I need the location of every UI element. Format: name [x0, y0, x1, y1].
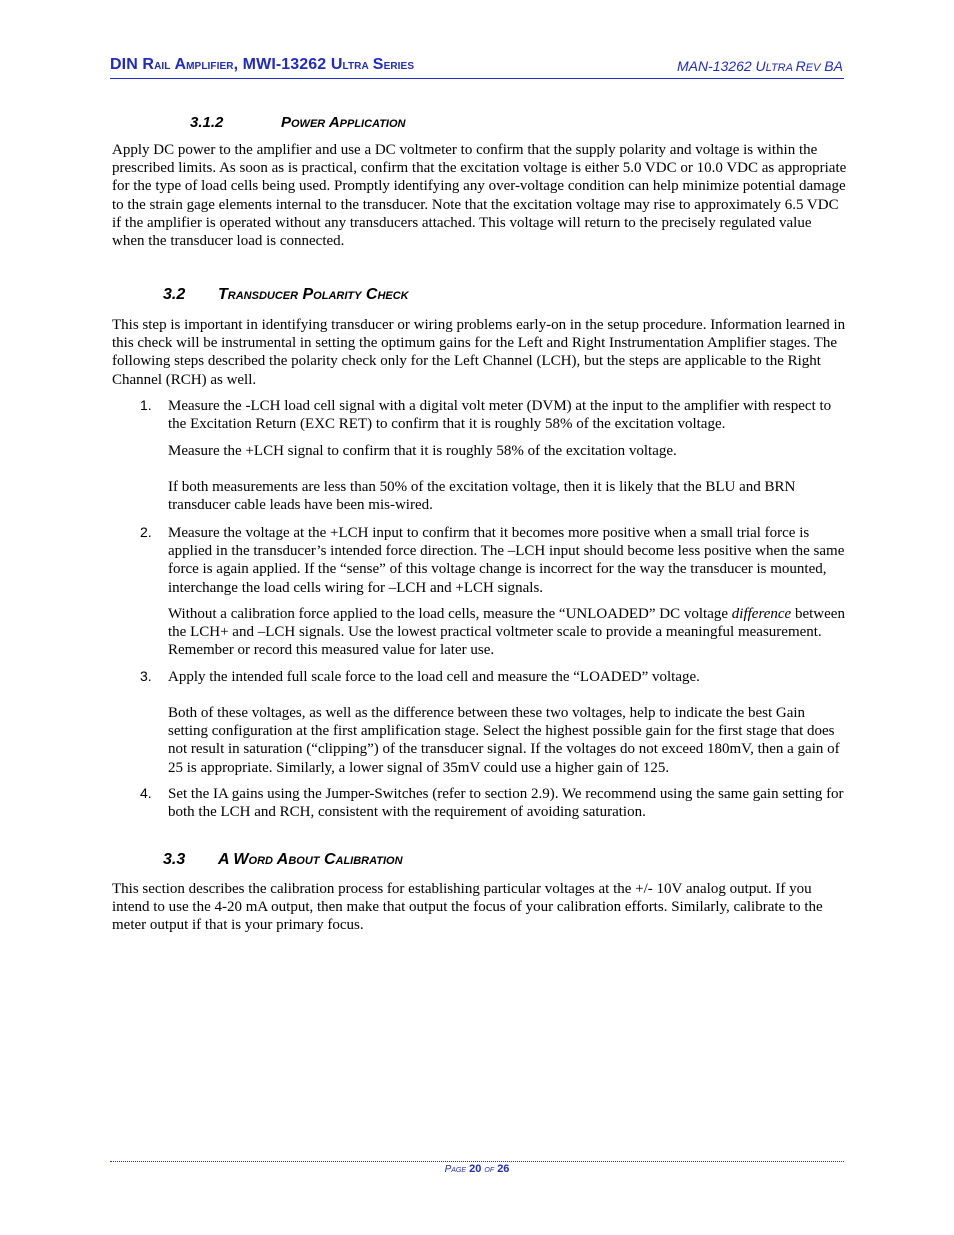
doc-id-part: R	[795, 58, 806, 74]
list-item-number: 4.	[140, 785, 152, 801]
footer-divider	[110, 1161, 844, 1162]
paragraph: Apply DC power to the amplifier and use a DC voltmeter to confirm that the supply polarity and voltage is within the prescribed limits. As soon as is practical, confirm that the excitation voltage is either 5.0 VDC or 10.0 VDC as appropriate for the type of load cells being used. Promptly identifying any over-voltage condition can help minimize potential damage to the strain gage elements internal to the transducer. Note that the excitation voltage may rise to approximately 6.5 VDC if the amplifier is operated without any transducers attached. This voltage will return to the precisely regulated value when the transducer load is connected.	[112, 142, 847, 250]
section-heading-3-3	[163, 851, 403, 869]
page-label: Page	[444, 1164, 467, 1175]
doc-id-part: BA	[820, 58, 843, 74]
list-item-number: 2.	[140, 524, 152, 540]
emphasis: difference	[731, 606, 792, 622]
of-label: of	[484, 1164, 495, 1175]
section-title: A Word About Calibration	[218, 851, 403, 868]
doc-id-part: LTRA	[765, 62, 796, 74]
section-heading-3-1-2	[190, 114, 406, 131]
total-pages: 26	[497, 1163, 510, 1175]
title-part: A	[174, 56, 187, 73]
list-item-text: Set the IA gains using the Jumper-Switches (refer to section 2.9). We recommend using the same gain setting for both the LCH and RCH, consistent with the requirement of avoiding saturation.	[168, 786, 844, 821]
list-item-text: Measure the +LCH signal to confirm that it is roughly 58% of the excitation voltage.	[168, 443, 677, 459]
paragraph: This step is important in identifying transducer or wiring problems early-on in the setup procedure. Information learned in this check will be instrumental in setting the optimum gains for the Left and Right Instrumentation Amplifier stages. The following steps described the polarity check only for the Left Channel (LCH), but the steps are applicable to the Right Channel (RCH) as well.	[112, 317, 846, 388]
list-item-text: Measure the -LCH load cell signal with a digital volt meter (DVM) at the input to the amplifier with respect to the Excitation Return (EXC RET) to confirm that it is roughly 58% of the excitation voltage.	[168, 398, 832, 433]
list-item-text: Measure the voltage at the +LCH input to confirm that it becomes more positive when a small trial force is applied in the transducer’s intended force direction. The –LCH input should become less positive when the same force is again applied. If the “sense” of this voltage change is incorrect for the way the transducer is mounted, interchange the load cells wiring for –LCH and +LCH signals.	[168, 525, 845, 596]
page-header	[110, 56, 844, 79]
doc-id-part: EV	[805, 62, 821, 74]
document-id	[677, 58, 843, 74]
section-title: Transducer Polarity Check	[218, 286, 409, 303]
title-part: ltra	[342, 56, 373, 72]
section-number: 3.1.2	[190, 114, 224, 131]
title-part: U	[330, 56, 343, 73]
section-number: 3.3	[163, 851, 186, 868]
page-number: 20	[469, 1163, 482, 1175]
doc-id-part: U	[755, 58, 766, 74]
title-part: DIN	[110, 56, 143, 73]
title-part: eries	[383, 56, 415, 72]
section-title: Power Application	[281, 114, 406, 131]
list-item-number: 1.	[140, 397, 152, 413]
title-part: R	[142, 56, 155, 73]
title-part: ail	[154, 56, 175, 72]
document-title	[110, 56, 414, 74]
paragraph: This section describes the calibration process for establishing particular voltages at the +/- 10V analog output. If you intend to use the 4-20 mA output, then make that output the focus of your calibration efforts. Similarly, calibrate to the meter output if that is your primary focus.	[112, 881, 823, 934]
list-item-text: Apply the intended full scale force to the load cell and measure the “LOADED” voltage.	[168, 669, 700, 685]
text-run: Without a calibration force applied to the load cells, measure the “UNLOADED” DC voltage	[168, 606, 732, 622]
title-part: mplifier	[186, 56, 234, 72]
title-part: , MWI-13262	[233, 56, 331, 73]
section-number: 3.2	[163, 286, 186, 303]
list-item-number: 3.	[140, 668, 152, 684]
page-footer	[0, 1163, 954, 1175]
list-item-text	[168, 605, 848, 660]
text-run: between the LCH+ and –LCH signals. Use the lowest practical voltmeter scale to provide a meaningful measurement. Remember or record this measured value for later use.	[168, 606, 845, 659]
doc-id-part: MAN-13262	[676, 58, 756, 74]
title-part: S	[372, 56, 384, 73]
section-heading-3-2	[163, 286, 409, 304]
list-item-text: Both of these voltages, as well as the difference between these two voltages, help to indicate the best Gain setting configuration at the first amplification stage. Select the highest possible gain for the first stage that does not result in saturation (“clipping”) of the transducer signal. If the voltages do not exceed 180mV, then a gain of 25 is appropriate. Similarly, a lower signal of 35mV could use a higher gain of 125.	[168, 705, 840, 776]
list-item-text: If both measurements are less than 50% of the excitation voltage, then it is likely that the BLU and BRN transducer cable leads have been mis-wired.	[168, 479, 796, 514]
